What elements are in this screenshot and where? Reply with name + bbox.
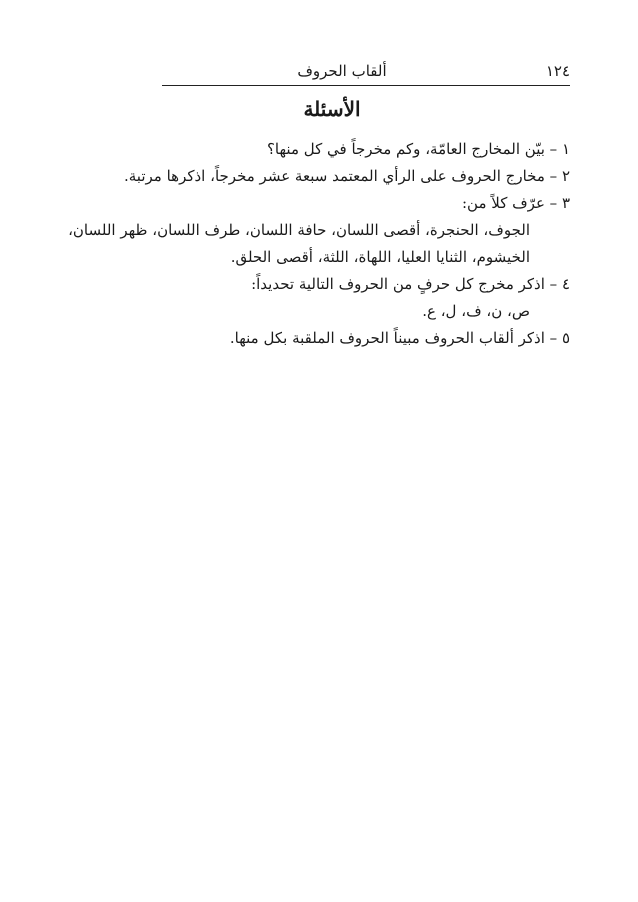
page-number: ١٢٤ [545, 62, 570, 80]
header-rule [162, 85, 570, 86]
questions-list [68, 136, 570, 352]
question-1: ١ – بيّن المخارج العامّة، وكم مخرجاً في كل منها؟ [266, 140, 570, 158]
question-3-terms-line-1: الجوف، الحنجرة، أقصى اللسان، حافة اللسان، طرف اللسان، ظهر اللسان، [68, 221, 530, 239]
question-2: ٢ – مخارج الحروف على الرأي المعتمد سبعة عشر مخرجاً، اذكرها مرتبة. [124, 167, 570, 185]
question-5: ٥ – اذكر ألقاب الحروف مبيناً الحروف الملقبة بكل منها. [229, 329, 570, 347]
question-3: ٣ – عرّف كلاً من: [461, 194, 570, 212]
question-3-terms-line-2: الخيشوم، الثنايا العليا، اللهاة، اللثة، أقصى الحلق. [230, 248, 530, 266]
question-4-letters: ص، ن، ف، ل، ع. [422, 302, 530, 320]
question-4: ٤ – اذكر مخرج كل حرفٍ من الحروف التالية تحديداً: [251, 275, 570, 293]
page-header [162, 60, 570, 82]
running-title: ألقاب الحروف [297, 62, 387, 80]
section-title: الأسئلة [303, 97, 361, 121]
